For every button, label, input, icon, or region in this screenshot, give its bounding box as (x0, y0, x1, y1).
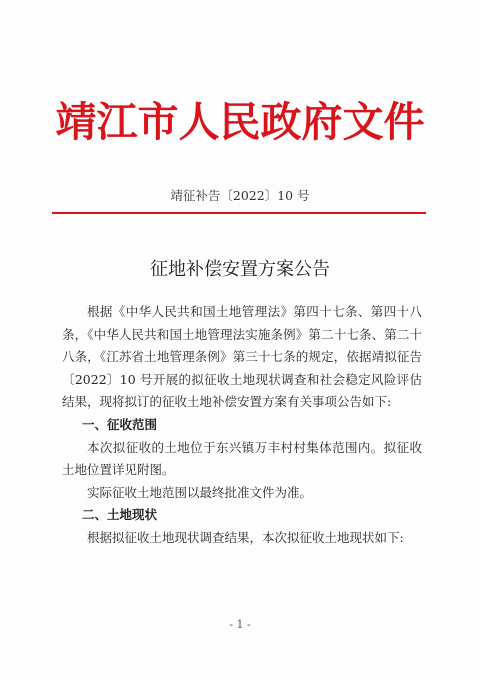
document-body (62, 301, 422, 550)
land-status-paragraph-1: 根据拟征收土地现状调查结果，本次拟征收土地现状如下: (87, 529, 404, 545)
issuer-red-header: 靖江市人民政府文件 (55, 98, 425, 146)
scope-paragraph-2: 实际征收土地范围以最终批准文件为准。 (87, 484, 313, 500)
document-number: 靖征补告〔2022〕10 号 (170, 188, 310, 203)
section-heading-scope: 一、征收范围 (82, 416, 158, 432)
scope-paragraph-1: 本次拟征收的土地位于东兴镇万丰村村集体范围内。拟征收土地位置详见附图。 (62, 439, 422, 478)
announcement-title: 征地补偿安置方案公告 (150, 259, 330, 280)
page-number: - 1 - (229, 618, 251, 631)
red-divider-line (52, 212, 426, 214)
intro-paragraph: 根据《中华人民共和国土地管理法》第四十七条、第四十八条，《中华人民共和国土地管理法实施条例》第二十七条、第二十八条，《江苏省土地管理条例》第三十七条的规定，依据靖拟征告〔2022〕10 号开展的拟征收土地现状调查和社会稳定风险评估结果，现将拟订的征收土地补偿安置方案有关事项公告如下: (62, 304, 422, 410)
section-heading-land-status: 二、土地现状 (82, 507, 158, 523)
